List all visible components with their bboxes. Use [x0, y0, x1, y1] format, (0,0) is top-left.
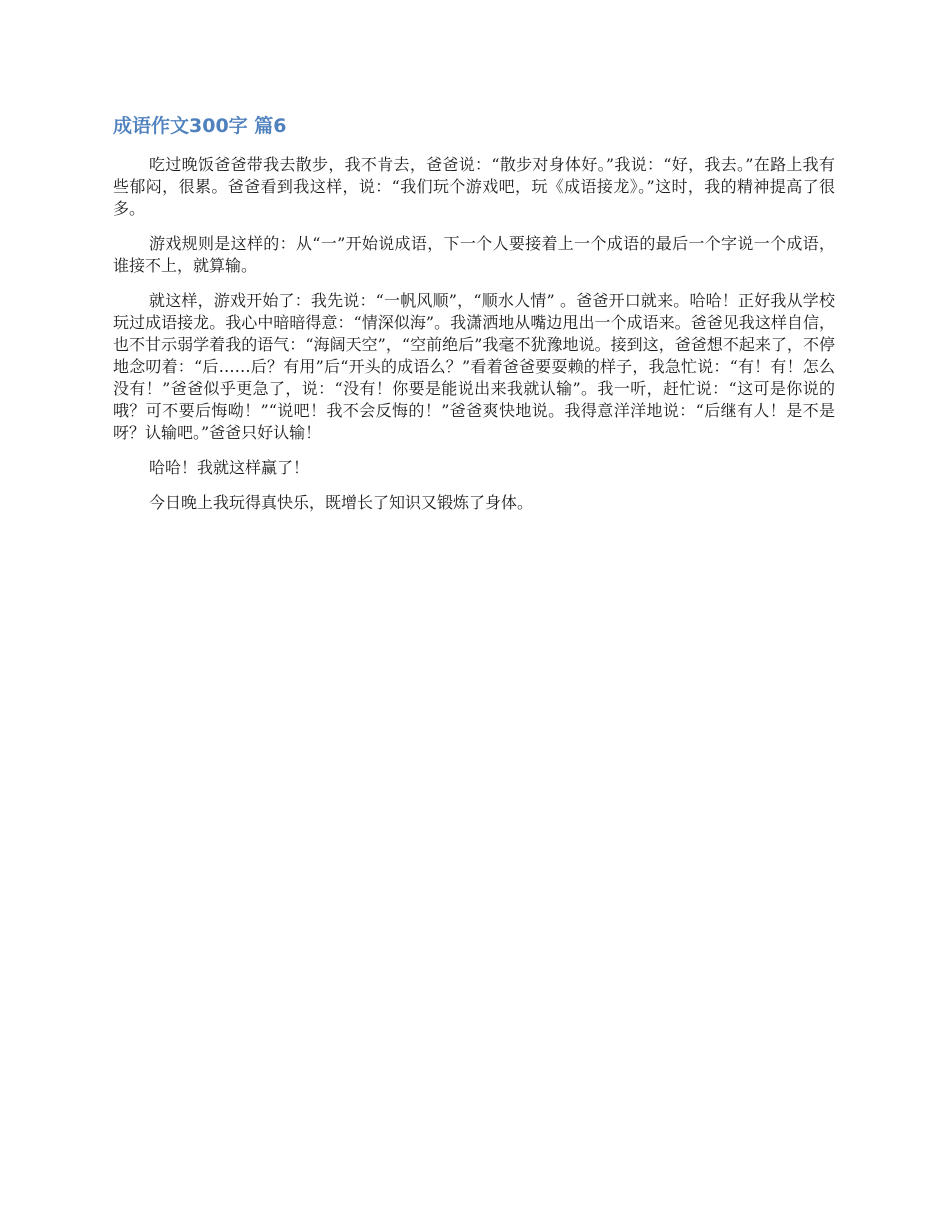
paragraph-1: 吃过晚饭爸爸带我去散步，我不肯去，爸爸说：“散步对身体好。”我说：“好，我去。”在路上我有些郁闷，很累。爸爸看到我这样，说：“我们玩个游戏吧，玩《成语接龙》。”这时，我的精神提高了很多。 [113, 155, 835, 218]
document-title: 成语作文300字 篇6 [113, 115, 287, 137]
document-body [113, 112, 835, 527]
paragraph-3: 就这样，游戏开始了：我先说：“一帆风顺”，“顺水人情” 。爸爸开口就来。哈哈！正好我从学校玩过成语接龙。我心中暗暗得意：“情深似海”。我潇洒地从嘴边甩出一个成语来。爸爸见我这样自信，也不甘示弱学着我的语气：“海阔天空”，“空前绝后”我毫不犹豫地说。接到这，爸爸想不起来了，不停地念叨着：“后……后？有用”后“开头的成语么？”看着爸爸要耍赖的样子，我急忙说：“有！有！怎么没有！”爸爸似乎更急了，说：“没有！你要是能说出来我就认输”。我一听，赶忙说：“这可是你说的哦？可不要后悔呦！”“说吧！我不会反悔的！”爸爸爽快地说。我得意洋洋地说：“后继有人！是不是呀？认输吧。”爸爸只好认输！ [113, 291, 835, 442]
paragraph-5: 今日晚上我玩得真快乐，既增长了知识又锻炼了身体。 [149, 493, 534, 512]
paragraph-2: 游戏规则是这样的：从“一”开始说成语，下一个人要接着上一个成语的最后一个字说一个成语，谁接不上，就算输。 [113, 234, 835, 275]
paragraph-4: 哈哈！我就这样赢了！ [149, 458, 310, 477]
